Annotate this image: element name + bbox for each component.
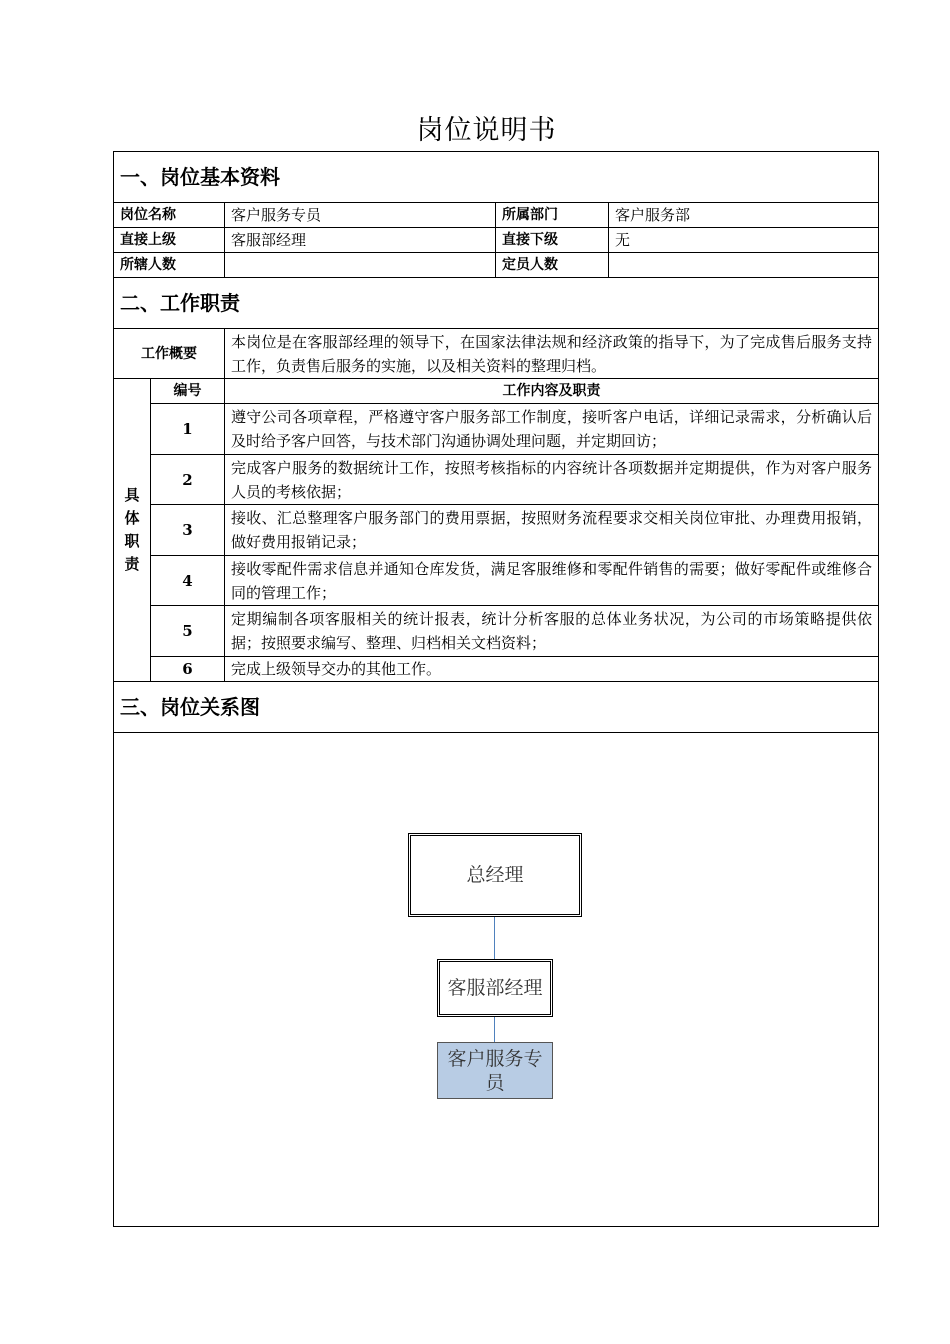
- duty-number: 5: [151, 606, 225, 657]
- info-label: 岗位名称: [114, 203, 225, 228]
- info-value: [225, 253, 496, 278]
- info-value: 客户服务专员: [225, 203, 496, 228]
- duty-number: 3: [151, 505, 225, 556]
- duties-header-row: [114, 379, 879, 404]
- overview-label: 工作概要: [114, 329, 225, 379]
- duty-row: [114, 455, 879, 505]
- info-value: [609, 253, 879, 278]
- info-label: 所属部门: [496, 203, 609, 228]
- duty-number: 1: [151, 404, 225, 455]
- section3-header-row: [114, 682, 879, 733]
- side-char: 具: [124, 486, 140, 504]
- info-value: 客户服务部: [609, 203, 879, 228]
- duty-text: 完成客户服务的数据统计工作，按照考核指标的内容统计各项数据并定期提供，作为对客户服务人员的考核依据；: [225, 455, 879, 505]
- org-node-bottom-label: 客户服务专员: [447, 1047, 543, 1094]
- section1-heading: 一、岗位基本资料: [114, 152, 879, 203]
- duty-number: 6: [151, 657, 225, 682]
- col-num-header: 编号: [151, 379, 225, 404]
- section2-header-row: [114, 278, 879, 329]
- info-label: 直接下级: [496, 228, 609, 253]
- side-char: 体: [124, 509, 140, 527]
- page-title: 岗位说明书: [416, 115, 557, 146]
- info-label: 直接上级: [114, 228, 225, 253]
- side-char: 职: [124, 532, 140, 550]
- org-chart: [114, 733, 879, 1227]
- org-connector-bottom: [494, 1017, 495, 1042]
- section3-heading: 三、岗位关系图: [114, 682, 879, 733]
- job-description-table: [113, 151, 879, 1227]
- org-node-top-label: 总经理: [466, 864, 524, 886]
- overview-text: 本岗位是在客服部经理的领导下，在国家法律法规和经济政策的指导下，为了完成售后服务支持工作，负责售后服务的实施，以及相关资料的整理归档。: [225, 329, 879, 379]
- overview-row: [114, 329, 879, 379]
- col-content-header: 工作内容及职责: [225, 379, 879, 404]
- side-char: 责: [124, 555, 140, 573]
- info-value: 客服部经理: [225, 228, 496, 253]
- info-row: [114, 253, 879, 278]
- duty-number: 4: [151, 556, 225, 606]
- org-node-top: [408, 833, 582, 917]
- info-row: [114, 228, 879, 253]
- duty-row: [114, 404, 879, 455]
- duty-row: [114, 606, 879, 657]
- section1-header-row: [114, 152, 879, 203]
- org-node-bottom: [437, 1042, 553, 1099]
- info-label: 所辖人数: [114, 253, 225, 278]
- duty-number: 2: [151, 455, 225, 505]
- org-chart-row: [114, 733, 879, 1227]
- info-label: 定员人数: [496, 253, 609, 278]
- duty-text: 接收、汇总整理客户服务部门的费用票据，按照财务流程要求交相关岗位审批、办理费用报销，做好费用报销记录；: [225, 505, 879, 556]
- duty-row: [114, 657, 879, 682]
- duty-text: 定期编制各项客服相关的统计报表，统计分析客服的总体业务状况，为公司的市场策略提供依据；按照要求编写、整理、归档相关文档资料；: [225, 606, 879, 657]
- org-node-middle: [437, 959, 553, 1017]
- duties-side-label: [114, 379, 151, 682]
- org-connector-top: [494, 917, 495, 959]
- duty-text: 完成上级领导交办的其他工作。: [225, 657, 879, 682]
- info-row: [114, 203, 879, 228]
- duty-row: [114, 556, 879, 606]
- duty-text: 遵守公司各项章程，严格遵守客户服务部工作制度，接听客户电话，详细记录需求，分析确认后及时给予客户回答，与技术部门沟通协调处理问题，并定期回访；: [225, 404, 879, 455]
- duty-row: [114, 505, 879, 556]
- duty-text: 接收零配件需求信息并通知仓库发货，满足客服维修和零配件销售的需要；做好零配件或维修合同的管理工作；: [225, 556, 879, 606]
- org-node-middle-label: 客服部经理: [447, 977, 543, 999]
- info-value: 无: [609, 228, 879, 253]
- section2-heading: 二、工作职责: [114, 278, 879, 329]
